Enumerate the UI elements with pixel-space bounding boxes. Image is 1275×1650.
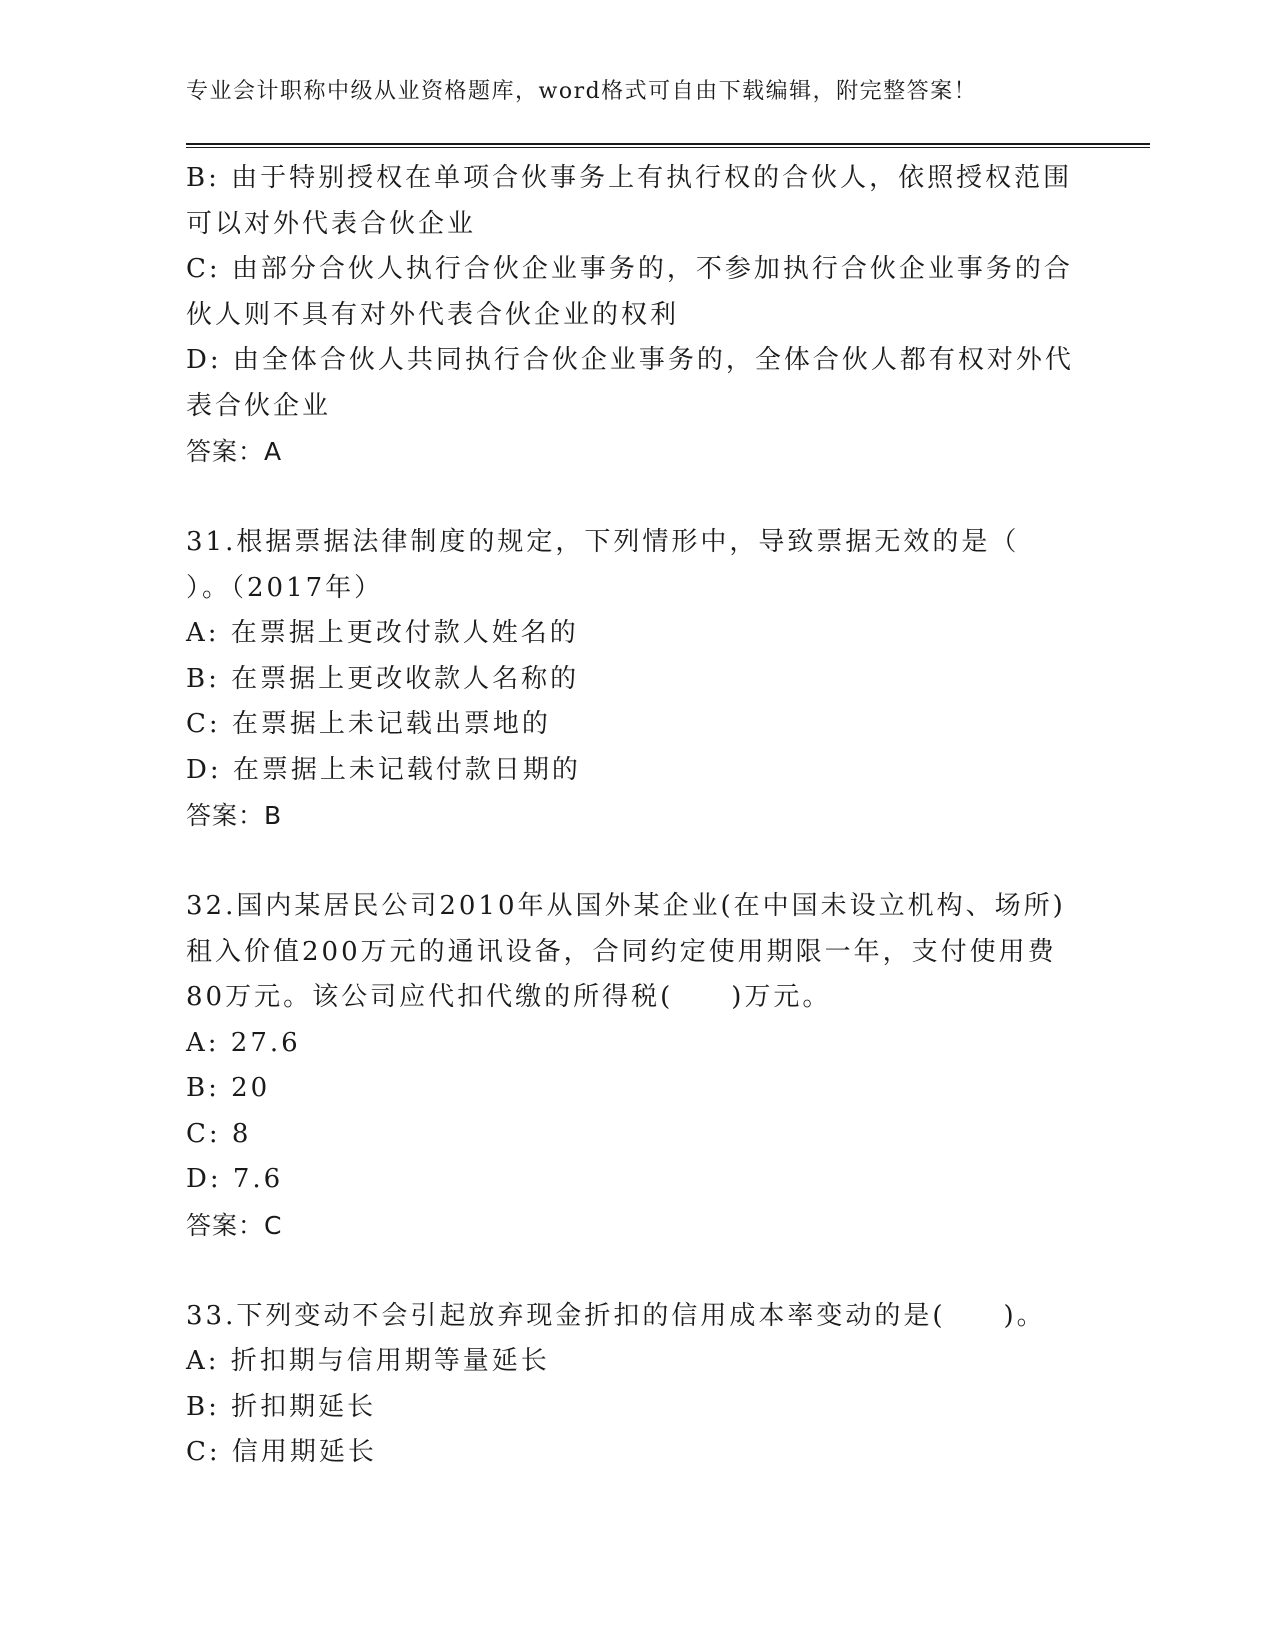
header-divider: [186, 143, 1150, 148]
question-33-stem-line-1: 33.下列变动不会引起放弃现金折扣的信用成本率变动的是( )。: [186, 1300, 1046, 1331]
question-32-option-a: A: 27.6: [186, 1027, 301, 1058]
question-33-option-b: B: 折扣期延长: [186, 1391, 377, 1422]
question-33-option-a: A: 折扣期与信用期等量延长: [186, 1346, 550, 1376]
question-31: [186, 520, 1086, 839]
option-d-line-1: D: 由全体合伙人共同执行合伙企业事务的，全体合伙人都有权对外代: [186, 345, 1074, 375]
question-31-stem-line-2: ）。（2017年）: [186, 572, 384, 603]
question-32-option-d: D: 7.6: [186, 1164, 284, 1194]
question-32-stem-line-2: 租入价值200万元的通讯设备，合同约定使用期限一年，支付使用费: [186, 936, 1057, 967]
option-d-line-2: 表合伙企业: [186, 390, 332, 421]
question-31-option-a: A: 在票据上更改付款人姓名的: [186, 618, 579, 648]
document-body: [186, 156, 1086, 1476]
question-33: [186, 1294, 1086, 1476]
question-31-option-b: B: 在票据上更改收款人名称的: [186, 663, 580, 694]
question-33-option-c: C: 信用期延长: [186, 1437, 377, 1467]
question-32-stem-line-1: 32.国内某居民公司2010年从国外某企业(在中国未设立机构、场所): [186, 891, 1066, 921]
question-32-option-c: C: 8: [186, 1118, 252, 1149]
question-32-answer: 答案：C: [186, 1210, 283, 1240]
answer-label: 答案：A: [186, 437, 283, 466]
option-b-line-1: B: 由于特别授权在单项合伙事务上有执行权的合伙人，依照授权范围: [186, 163, 1073, 193]
question-32: [186, 884, 1086, 1248]
question-31-option-c: C: 在票据上未记载出票地的: [186, 709, 551, 739]
option-c-line-1: C: 由部分合伙人执行合伙企业事务的，不参加执行合伙企业事务的合: [186, 254, 1073, 284]
question-32-stem-line-3: 80万元。该公司应代扣代缴的所得税( )万元。: [186, 982, 832, 1012]
spacer: [186, 475, 1086, 521]
page-header: 专业会计职称中级从业资格题库，word格式可自由下载编辑，附完整答案！: [186, 79, 978, 104]
option-c-line-2: 伙人则不具有对外代表合伙企业的权利: [186, 299, 680, 330]
spacer: [186, 1248, 1086, 1294]
option-b-line-2: 可以对外代表合伙企业: [186, 208, 477, 239]
question-30-continued: [186, 156, 1086, 475]
question-31-option-d: D: 在票据上未记载付款日期的: [186, 754, 581, 785]
question-32-option-b: B: 20: [186, 1073, 271, 1103]
question-31-stem-line-1: 31.根据票据法律制度的规定，下列情形中，导致票据无效的是（: [186, 527, 1020, 557]
spacer: [186, 839, 1086, 885]
question-31-answer: 答案：B: [186, 801, 283, 830]
